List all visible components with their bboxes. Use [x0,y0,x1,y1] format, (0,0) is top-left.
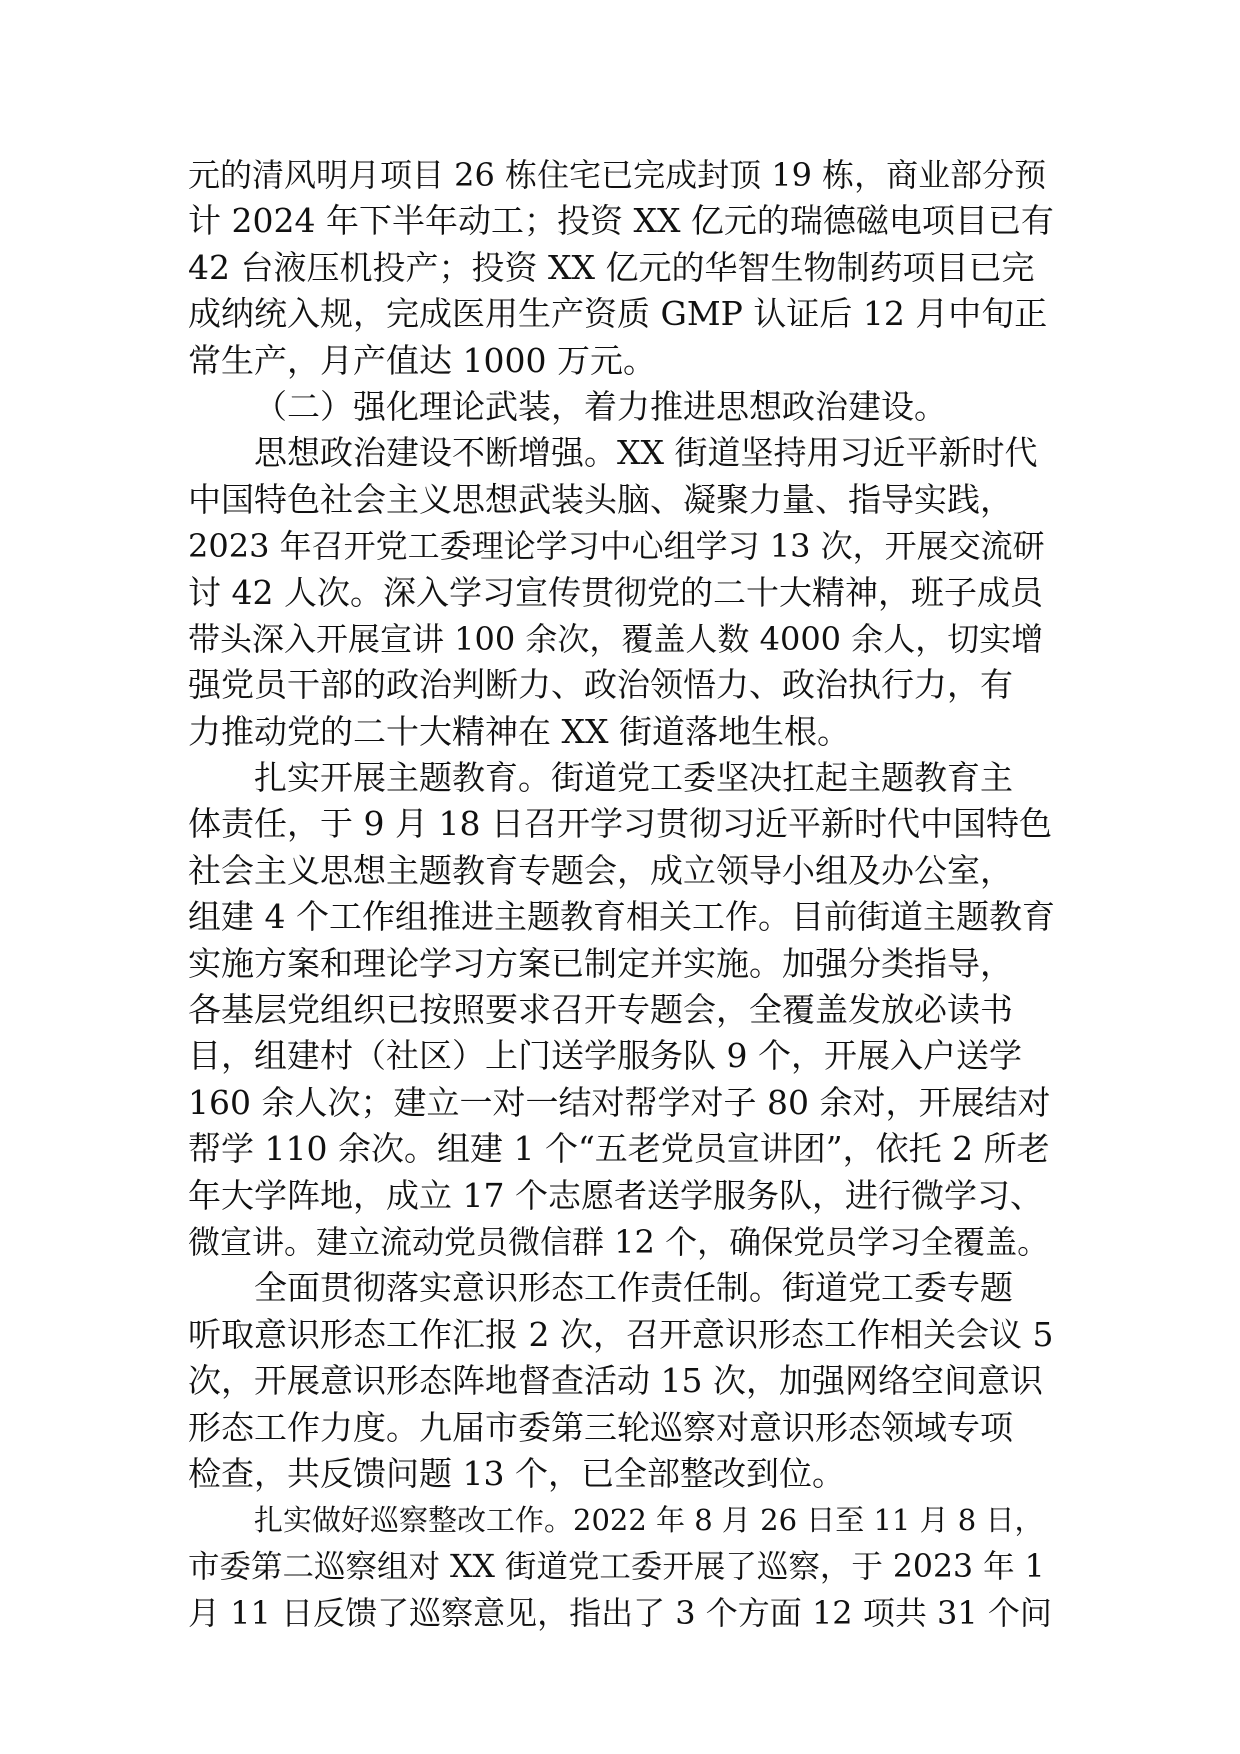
paragraph-line: 160 余人次；建立一对一结对帮学对子 80 余对，开展结对 [188,1082,1051,1122]
paragraph-first-line: 扎实做好巡察整改工作。2022 年 8 月 26 日至 11 月 8 日， [254,1503,1044,1538]
paragraph-line: 组建 4 个工作组推进主题教育相关工作。目前街道主题教育 [188,897,1055,937]
paragraph-line: 带头深入开展宣讲 100 余次，覆盖人数 4000 余人，切实增 [188,619,1044,658]
paragraph-line: 目，组建村（社区）上门送学服务队 9 个，开展入户送学 [188,1036,1022,1076]
paragraph-line: 42 台液压机投产；投资 XX 亿元的华智生物制药项目已完 [188,247,1035,287]
paragraph-line: 社会主义思想主题教育专题会，成立领导小组及办公室， [188,850,1013,890]
paragraph-first-line: 扎实开展主题教育。街道党工委坚决扛起主题教育主 [254,758,1013,798]
paragraph-line: 微宣讲。建立流动党员微信群 12 个，确保党员学习全覆盖。 [188,1222,1050,1261]
paragraph-line: 各基层党组织已按照要求召开专题会，全覆盖发放必读书 [188,990,1013,1030]
paragraph-first-line: 思想政治建设不断增强。XX 街道坚持用习近平新时代 [254,433,1038,473]
paragraph-line: 常生产，月产值达 1000 万元。 [188,340,656,380]
paragraph-line: 中国特色社会主义思想武装头脑、凝聚力量、指导实践， [188,479,1013,519]
paragraph-line: 月 11 日反馈了巡察意见，指出了 3 个方面 12 项共 31 个问 [188,1594,1052,1633]
paragraph-line: 听取意识形态工作汇报 2 次，召开意识形态工作相关会议 5 [188,1314,1054,1354]
paragraph-line: 次，开展意识形态阵地督查活动 15 次，加强网络空间意识 [188,1361,1043,1401]
paragraph-first-line: 全面贯彻落实意识形态工作责任制。街道党工委专题 [254,1268,1013,1308]
document-body [188,152,1056,1637]
paragraph-line: 实施方案和理论学习方案已制定并实施。加强分类指导， [188,943,1013,983]
paragraph-line: 体责任，于 9 月 18 日召开学习贯彻习近平新时代中国特色 [188,804,1052,844]
paragraph-line: 市委第二巡察组对 XX 街道党工委开展了巡察，于 2023 年 1 [188,1548,1045,1585]
paragraph-line: 讨 42 人次。深入学习宣传贯彻党的二十大精神，班子成员 [188,572,1043,612]
paragraph-line: 帮学 110 余次。组建 1 个“五老党员宣讲团”，依托 2 所老 [188,1129,1050,1169]
paragraph-line: 强党员干部的政治判断力、政治领悟力、政治执行力，有 [188,665,1013,705]
paragraph-line: 形态工作力度。九届市委第三轮巡察对意识形态领域专项 [188,1407,1013,1447]
paragraph-line: 年大学阵地，成立 17 个志愿者送学服务队，进行微学习、 [188,1175,1043,1215]
paragraph-line: 计 2024 年下半年动工；投资 XX 亿元的瑞德磁电项目已有 [188,201,1054,241]
paragraph-line: 力推动党的二十大精神在 XX 街道落地生根。 [188,711,850,751]
paragraph-line: 元的清风明月项目 26 栋住宅已完成封顶 19 栋，商业部分预 [188,156,1047,194]
paragraph-first-line: （二）强化理论武装，着力推进思想政治建设。 [254,386,947,426]
paragraph-line: 2023 年召开党工委理论学习中心组学习 13 次，开展交流研 [188,527,1045,566]
paragraph-line: 检查，共反馈问题 13 个，已全部整改到位。 [188,1453,845,1493]
paragraph-line: 成纳统入规，完成医用生产资质 GMP 认证后 12 月中旬正 [188,294,1048,334]
